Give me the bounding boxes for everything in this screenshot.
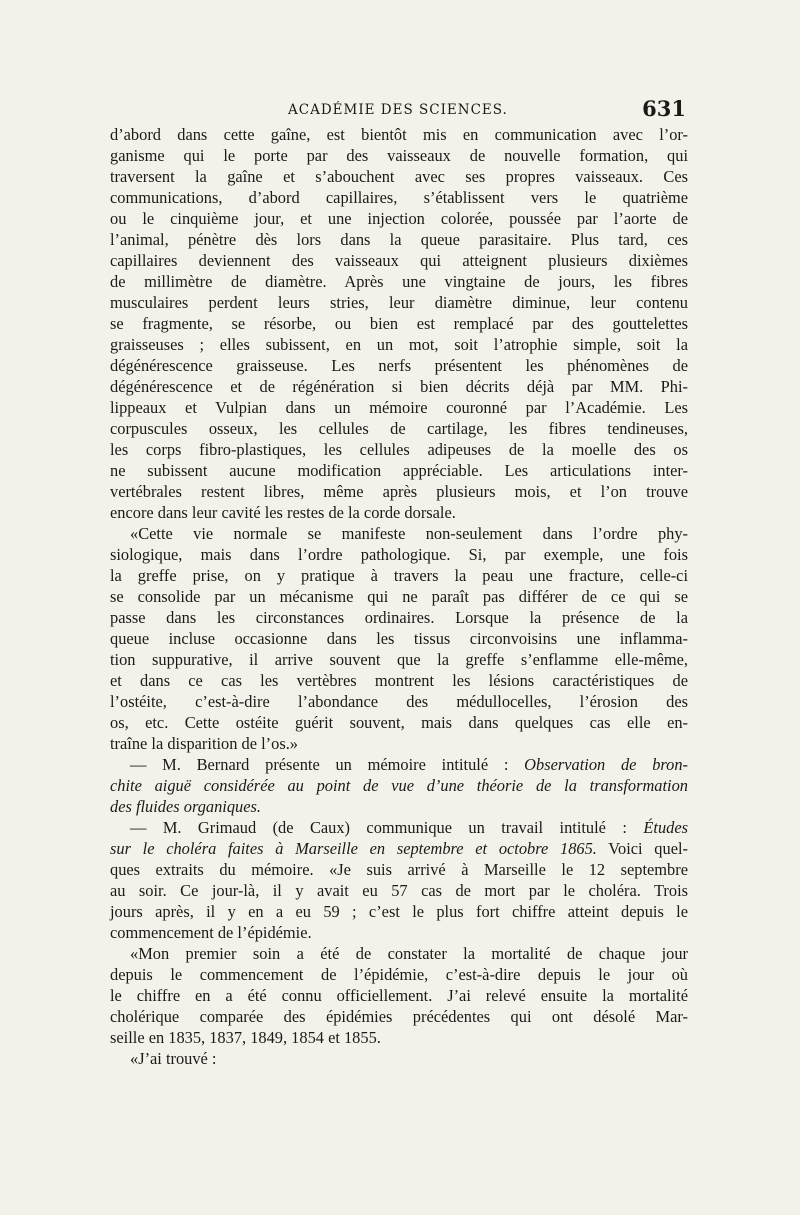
text-line: capillaires deviennent des vaisseaux qui atteignent plusieurs dixièmes [110, 251, 688, 270]
memoir-title: Observation de bron- [524, 755, 689, 774]
text-line [110, 817, 688, 838]
text-line: l’ostéite, c’est-à-dire l’abondance des médullocelles, l’érosion des [110, 692, 688, 711]
text-line: tion suppurative, il arrive souvent que la greffe s’enflamme elle-même, [110, 650, 688, 669]
text-line: encore dans leur cavité les restes de la corde dorsale. [110, 503, 456, 522]
text-line [110, 754, 688, 775]
memoir-title: des fluides organiques. [110, 797, 261, 816]
text-line [110, 775, 688, 796]
text-line: depuis le commencement de l’épidémie, c’est-à-dire depuis le jour où [110, 965, 688, 984]
text-line: queue incluse occasionne dans les tissus circonvoisins une inflamma- [110, 629, 688, 648]
running-head: ACADÉMIE DES SCIENCES. [288, 102, 508, 118]
text-line: commencement de l’épidémie. [110, 923, 312, 942]
text-line: musculaires perdent leurs stries, leur diamètre diminue, leur contenu [110, 293, 688, 312]
text-line: lippeaux et Vulpian dans un mémoire couronné par l’Académie. Les [110, 398, 688, 417]
text-line: ne subissent aucune modification appréciable. Les articulations inter- [110, 461, 688, 480]
text-line: au soir. Ce jour-là, il y avait eu 57 cas de mort par le choléra. Trois [110, 881, 688, 900]
body-text [110, 124, 688, 1069]
text-line: dégénérescence graisseuse. Les nerfs présentent les phénomènes de [110, 356, 688, 375]
text-line: «Mon premier soin a été de constater la mortalité de chaque jour [130, 944, 688, 963]
text-line [110, 838, 688, 859]
paragraph-bernard [110, 754, 688, 817]
text-line: os, etc. Cette ostéite guérit souvent, mais dans quelques cas elle en- [110, 713, 688, 732]
text-line: passe dans les circonstances ordinaires. Lorsque la présence de la [110, 608, 688, 627]
text-line: seille en 1835, 1837, 1849, 1854 et 1855. [110, 1028, 381, 1047]
text-line: ques extraits du mémoire. «Je suis arrivé à Marseille le 12 septembre [110, 860, 688, 879]
paragraph-6 [110, 1048, 688, 1069]
text-line: dégénérescence et de régénération si bien décrits déjà par MM. Phi- [110, 377, 688, 396]
work-title: sur le choléra faites à Marseille en septembre et octobre 1865. [110, 839, 597, 858]
text-line: et dans ce cas les vertèbres montrent les lésions caractéristiques de [110, 671, 688, 690]
text-line: jours après, il y en a eu 59 ; c’est le plus fort chiffre atteint depuis le [110, 902, 688, 921]
text-line [110, 796, 688, 817]
paragraph-5 [110, 943, 688, 1048]
memoir-title: chite aiguë considérée au point de vue d’une théorie de la transformation [110, 776, 688, 795]
text-line: ou le cinquième jour, et une injection colorée, poussée par l’aorte de [110, 209, 688, 228]
paragraph-1 [110, 124, 688, 523]
text-span: — M. Grimaud (de Caux) communique un travail intitulé : [130, 818, 644, 837]
text-line: «Cette vie normale se manifeste non-seulement dans l’ordre phy- [130, 524, 688, 543]
paragraph-grimaud [110, 817, 688, 943]
text-line: d’abord dans cette gaîne, est bientôt mis en communication avec l’or- [110, 125, 688, 144]
work-title: Études [643, 818, 688, 837]
text-line: de millimètre de diamètre. Après une vingtaine de jours, les fibres [110, 272, 688, 291]
text-line: «J’ai trouvé : [130, 1049, 217, 1068]
paragraph-2 [110, 523, 688, 754]
text-line: la greffe prise, on y pratique à travers la peau une fracture, celle-ci [110, 566, 688, 585]
text-line: se consolide par un mécanisme qui ne paraît pas différer de ce qui se [110, 587, 688, 606]
page-number: 631 [642, 96, 686, 121]
text-line: graisseuses ; elles subissent, en un mot, soit l’atrophie simple, soit la [110, 335, 688, 354]
text-line: corpuscules osseux, les cellules de cartilage, les fibres tendineuses, [110, 419, 688, 438]
text-line: ganisme qui le porte par des vaisseaux de nouvelle formation, qui [110, 146, 688, 165]
text-line: les corps fibro-plastiques, les cellules adipeuses de la moelle des os [110, 440, 688, 459]
text-line: cholérique comparée des épidémies précédentes qui ont désolé Mar- [110, 1007, 688, 1026]
text-line: traversent la gaîne et s’abouchent avec ses propres vaisseaux. Ces [110, 167, 688, 186]
text-line: siologique, mais dans l’ordre pathologique. Si, par exemple, une fois [110, 545, 688, 564]
text-line: vertébrales restent libres, même après plusieurs mois, et l’on trouve [110, 482, 688, 501]
text-span: — M. Bernard présente un mémoire intitulé : [130, 755, 525, 774]
text-line: le chiffre en a été connu officiellement. J’ai relevé ensuite la mortalité [110, 986, 688, 1005]
text-line: se fragmente, se résorbe, ou bien est remplacé par des gouttelettes [110, 314, 688, 333]
text-line: traîne la disparition de l’os.» [110, 734, 298, 753]
text-line: l’animal, pénètre dès lors dans la queue parasitaire. Plus tard, ces [110, 230, 688, 249]
page-header [110, 96, 686, 122]
text-span: Voici quel- [596, 839, 688, 858]
text-line: communications, d’abord capillaires, s’établissent vers le quatrième [110, 188, 688, 207]
